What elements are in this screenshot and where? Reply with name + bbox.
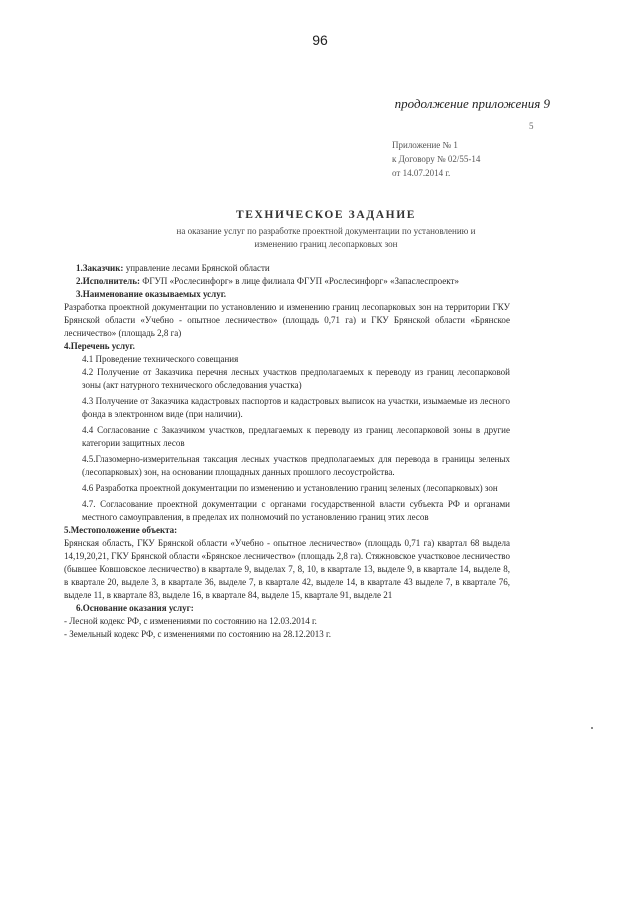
- appendix-line: к Договору № 02/55-14: [392, 154, 481, 164]
- list-item: 4.4 Согласование с Заказчиком участков, предлагаемых к переводу из границ лесопарковой зоны в другие категории защитных лесов: [82, 425, 510, 448]
- basis-item: - Лесной кодекс РФ, с изменениями по состоянию на 12.03.2014 г.: [64, 616, 317, 626]
- location-heading: 5.Местоположение объекта:: [64, 525, 178, 535]
- document-body: [64, 262, 510, 641]
- contractor-label: 2.Исполнитель:: [76, 276, 140, 286]
- list-item: 4.2 Получение от Заказчика перечня лесных участков предполагаемых к переводу из границ лесопарковой зоны (акт натурного технического обследования участка): [82, 367, 510, 390]
- services-heading: 3.Наименование оказываемых услуг.: [76, 289, 227, 299]
- title-block: [96, 209, 556, 251]
- list-item: 4.1 Проведение технического совещания: [82, 354, 239, 364]
- document-subtitle: [96, 225, 556, 251]
- contractor-text: ФГУП «Рослесинфорг» в лице филиала ФГУП «Рослесинфорг» «Запаслеспроект»: [139, 276, 459, 286]
- page-mark: 5: [529, 121, 534, 131]
- section-contractor: [64, 275, 510, 288]
- services-text: Разработка проектной документации по установлению и изменению границ лесопарковых зон на территории ГКУ Брянской области «Учебно - опытное лесничество» (площадь 0,71 га) и ГКУ Брянской области «Брянское лесничество» (площадь 2,8 га): [64, 302, 510, 338]
- section-customer: [64, 262, 510, 275]
- customer-text: управление лесами Брянской области: [123, 263, 270, 273]
- continuation-note: продолжение приложения 9: [394, 96, 550, 111]
- customer-label: 1.Заказчик:: [76, 263, 124, 273]
- list-item: 4.6 Разработка проектной документации по изменению и установлению границ зеленых (лесопарковых) зон: [82, 483, 498, 493]
- list-item: 4.5.Глазомерно-измерительная таксация лесных участков предполагаемых для перевода в границы зеленых (лесопарковых) зон, на основании площадных данных прошлого лесоустройства.: [82, 454, 510, 477]
- scan-speck: [591, 727, 593, 729]
- list-item: 4.7. Согласование проектной документации с органами государственной власти субъекта РФ и органами местного самоуправления, в пределах их полномочий по установлению границ этих лесов: [82, 499, 510, 522]
- appendix-header: [392, 138, 480, 180]
- subtitle-line: изменению границ лесопарковых зон: [254, 239, 398, 249]
- basis-item: - Земельный кодекс РФ, с изменениями по состоянию на 28.12.2013 г.: [64, 629, 331, 639]
- subtitle-line: на оказание услуг по разработке проектной документации по установлению и: [176, 226, 476, 236]
- basis-heading: 6.Основание оказания услуг:: [76, 603, 194, 613]
- list-heading: 4.Перечень услуг.: [64, 341, 135, 351]
- page-number: 96: [312, 32, 328, 48]
- list-item: 4.3 Получение от Заказчика кадастровых паспортов и кадастровых выписок на участки, изымаемые из лесного фонда в электронном виде (при наличии).: [82, 396, 510, 419]
- location-text: Брянская область, ГКУ Брянской области «Учебно - опытное лесничество» (площадь 0,71 га) квартал 68 выдела 14,19,20,21, ГКУ Брянской области «Брянское лесничество» (площадь 2,8 га). Стяжновское участковое лесничество (бывшее Ковшовское лесничество) в квартале 9, выделах 7, 8, 10, в квартале 13, выделе 9, в квартале 14, выделе 8, в квартале 20, выделе 3, в квартале 36, выделе 7, в квартале 42, выделе 14, в квартале 43 выделе 7, в квартале 76, выделе 11, в квартале 83, выделе 16, в квартале 84, выделе 15, квартале 91, выделе 21: [64, 538, 510, 600]
- document-title: ТЕХНИЧЕСКОЕ ЗАДАНИЕ: [235, 209, 417, 221]
- appendix-line: Приложение № 1: [392, 140, 458, 150]
- appendix-line: от 14.07.2014 г.: [392, 168, 451, 178]
